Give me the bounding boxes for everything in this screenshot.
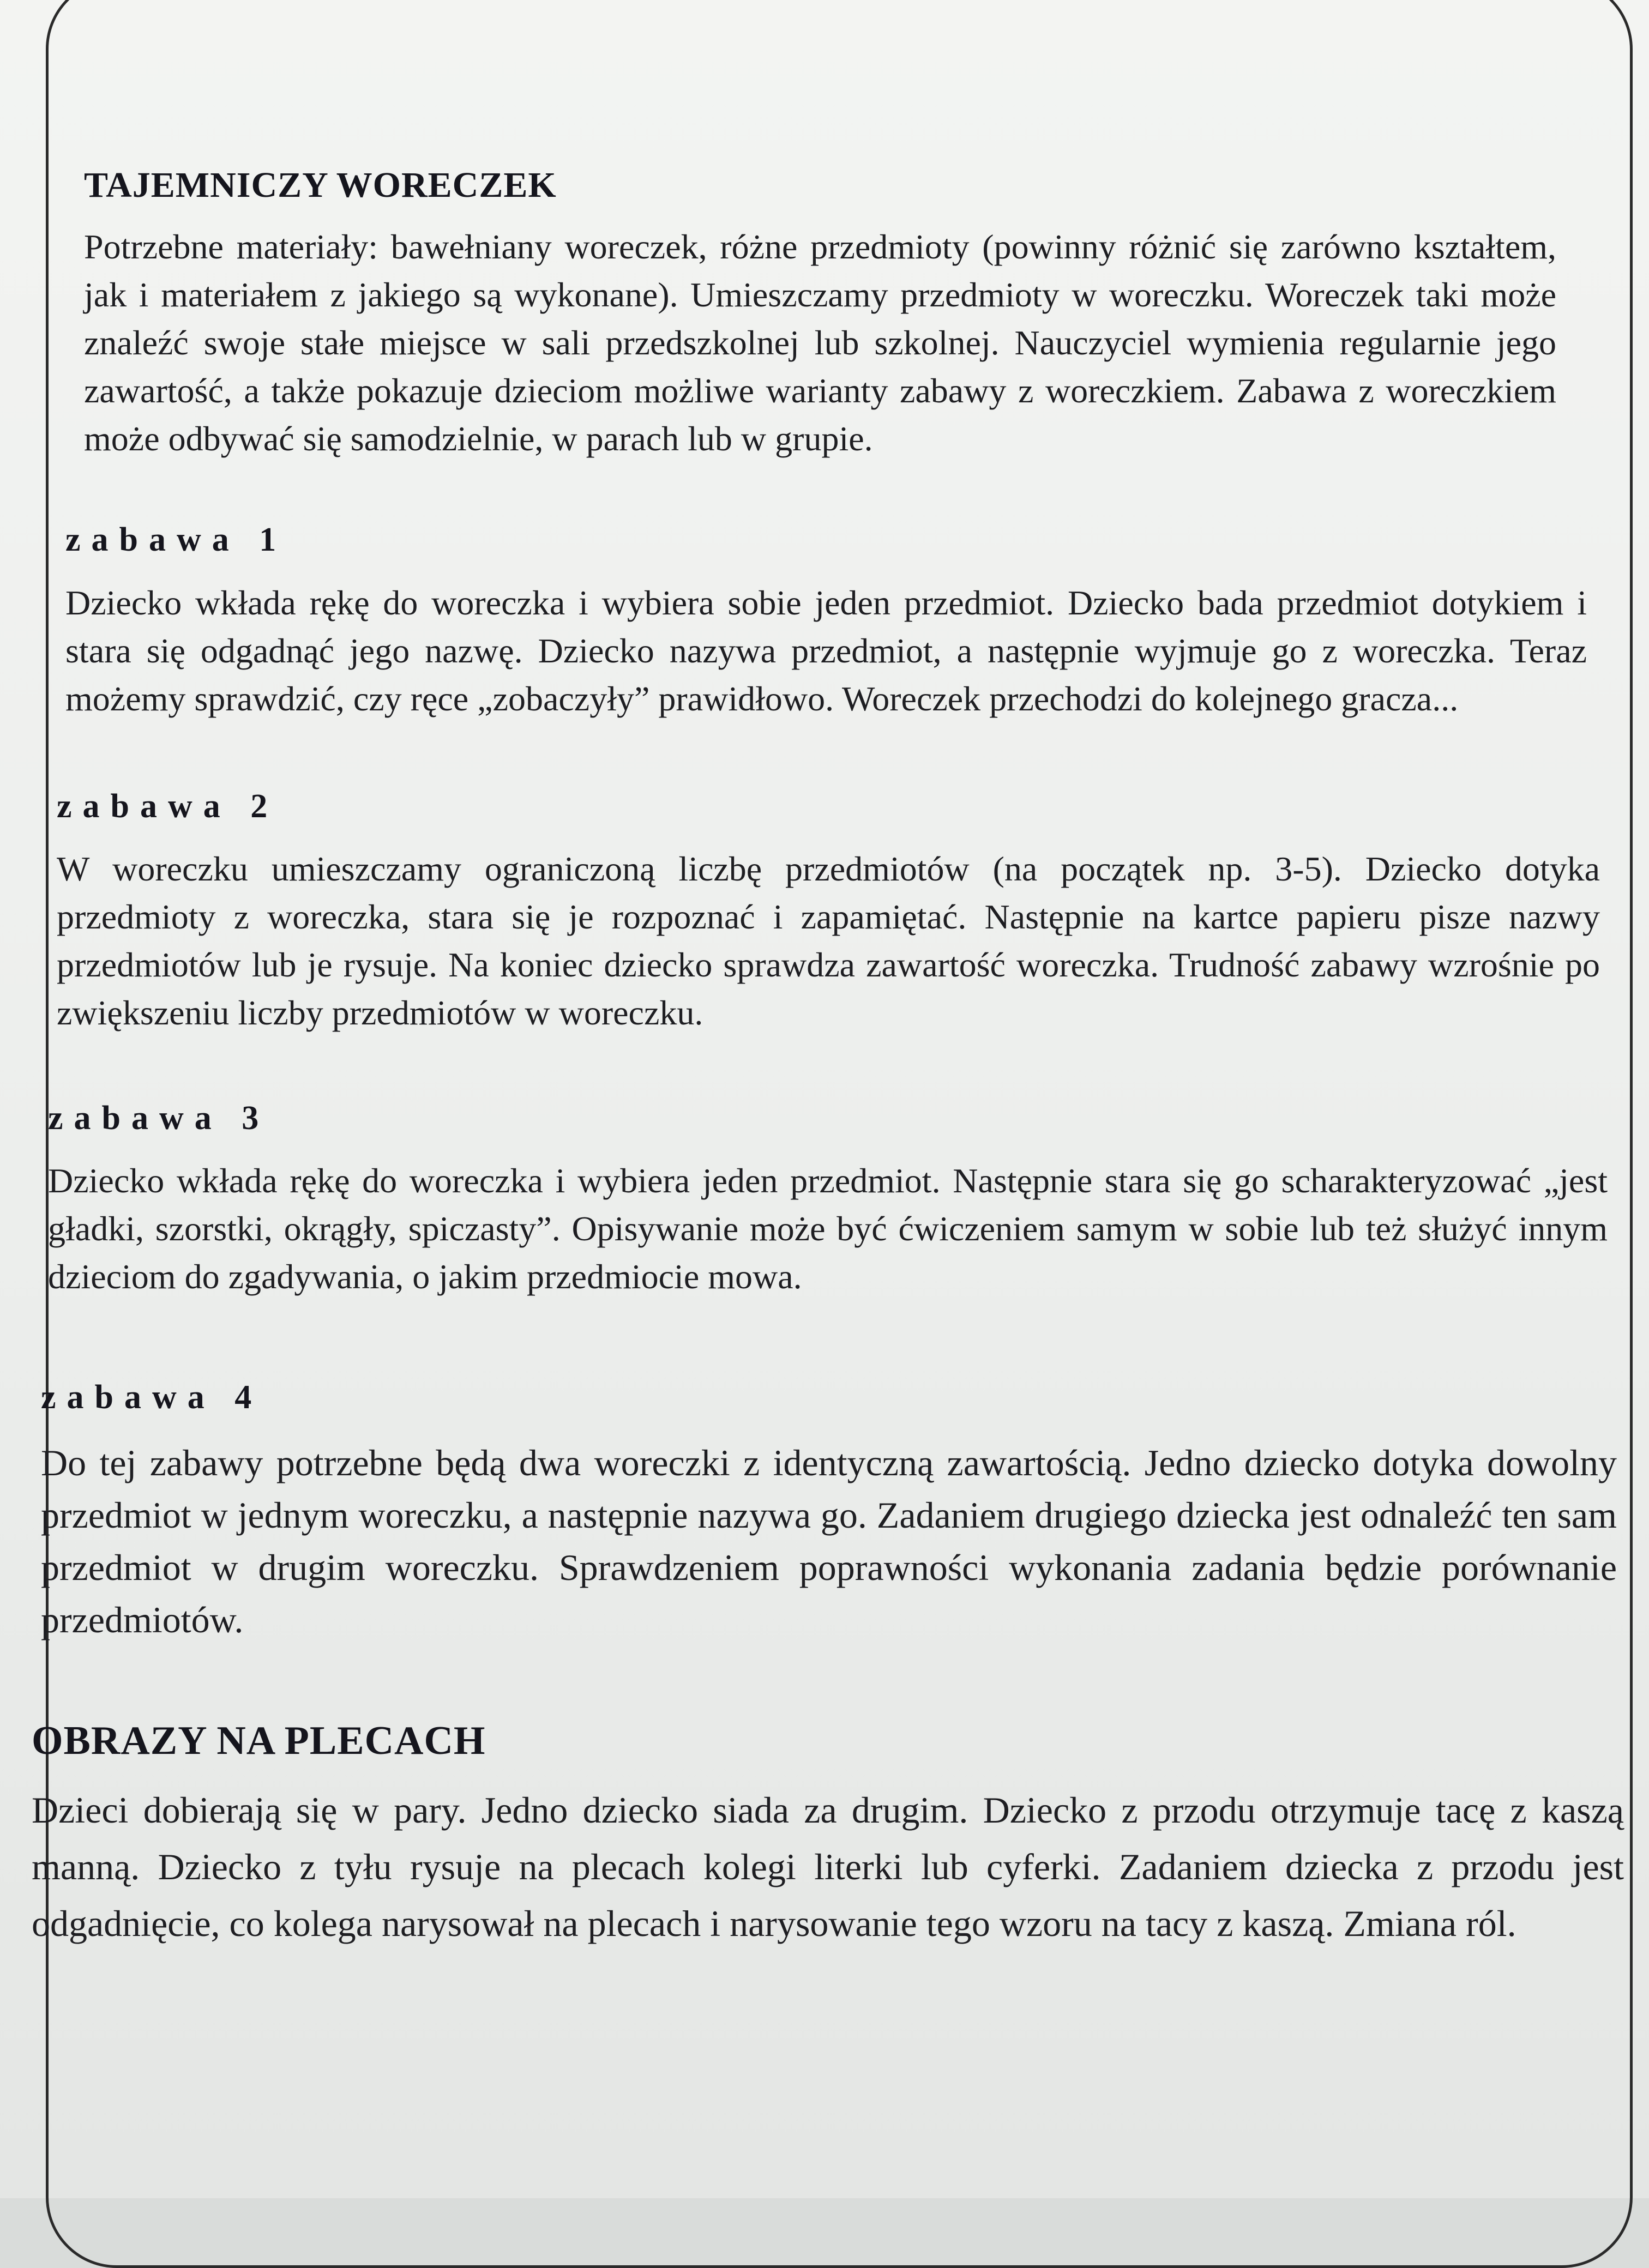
section-zabawa-2 <box>57 786 1600 1037</box>
section-zabawa-4 <box>41 1377 1617 1645</box>
section-zabawa-3 <box>48 1098 1608 1301</box>
section-paragraph: W woreczku umieszczamy ograniczoną liczbę przedmiotów (na początek np. 3-5). Dziecko dotyka przedmioty z woreczka, stara się je rozpoznać i zapamiętać. Następnie na kartce papieru pisze nazwy przedmiotów lub je rysuje. Na koniec dziecko sprawdza zawartość woreczka. Trudność zabawy wzrośnie po zwiększeniu liczby przedmiotów w woreczku. <box>57 849 1600 1032</box>
section-subheading: zabawa 3 <box>48 1099 270 1137</box>
section-title: TAJEMNICZY WORECZEK <box>84 165 557 205</box>
section-subheading: zabawa 4 <box>41 1379 263 1416</box>
section-subheading: zabawa 1 <box>65 521 287 559</box>
section-title: OBRAZY NA PLECACH <box>32 1718 486 1763</box>
section-tajemniczy-woreczek <box>84 164 1556 463</box>
section-paragraph: Do tej zabawy potrzebne będą dwa woreczki z identyczną zawartością. Jedno dziecko dotyka dowolny przedmiot w jednym woreczku, a następnie nazywa go. Zadaniem drugiego dziecka jest odnaleźć ten sam przedmiot w drugim woreczku. Sprawdzeniem poprawności wykonania zadania będzie porównanie przedmiotów. <box>41 1441 1617 1640</box>
section-obrazy-na-plecach <box>32 1717 1624 1952</box>
section-subheading: zabawa 2 <box>57 787 279 825</box>
section-zabawa-1 <box>65 520 1587 722</box>
section-paragraph: Dziecko wkłada rękę do woreczka i wybiera sobie jeden przedmiot. Dziecko bada przedmiot dotykiem i stara się odgadnąć jego nazwę. Dziecko nazywa przedmiot, a następnie wyjmuje go z woreczka. Teraz możemy sprawdzić, czy ręce „zobaczyły” prawidłowo. Woreczek przechodzi do kolejnego gracza... <box>65 583 1587 718</box>
section-paragraph: Dzieci dobierają się w pary. Jedno dziecko siada za drugim. Dziecko z przodu otrzymuje tacę z kaszą manną. Dziecko z tyłu rysuje na plecach kolegi literki lub cyferki. Zadaniem dziecka z przodu jest odgadnięcie, co kolega narysował na plecach i narysowanie tego wzoru na tacy z kaszą. Zmiana ról. <box>32 1789 1624 1944</box>
document-content <box>32 164 1624 1952</box>
section-paragraph: Potrzebne materiały: bawełniany woreczek, różne przedmioty (powinny różnić się zarówno kształtem, jak i materiałem z jakiego są wykonane). Umieszczamy przedmioty w woreczku. Woreczek taki może znaleźć swoje stałe miejsce w sali przedszkolnej lub szkolnej. Nauczyciel wymienia regularnie jego zawartość, a także pokazuje dzieciom możliwe warianty zabawy z woreczkiem. Zabawa z woreczkiem może odbywać się samodzielnie, w parach lub w grupie. <box>84 227 1556 459</box>
section-paragraph: Dziecko wkłada rękę do woreczka i wybiera jeden przedmiot. Następnie stara się go scharakteryzować „jest gładki, szorstki, okrągły, spiczasty”. Opisywanie może być ćwiczeniem samym w sobie lub też służyć innym dzieciom do zgadywania, o jakim przedmiocie mowa. <box>48 1161 1608 1296</box>
